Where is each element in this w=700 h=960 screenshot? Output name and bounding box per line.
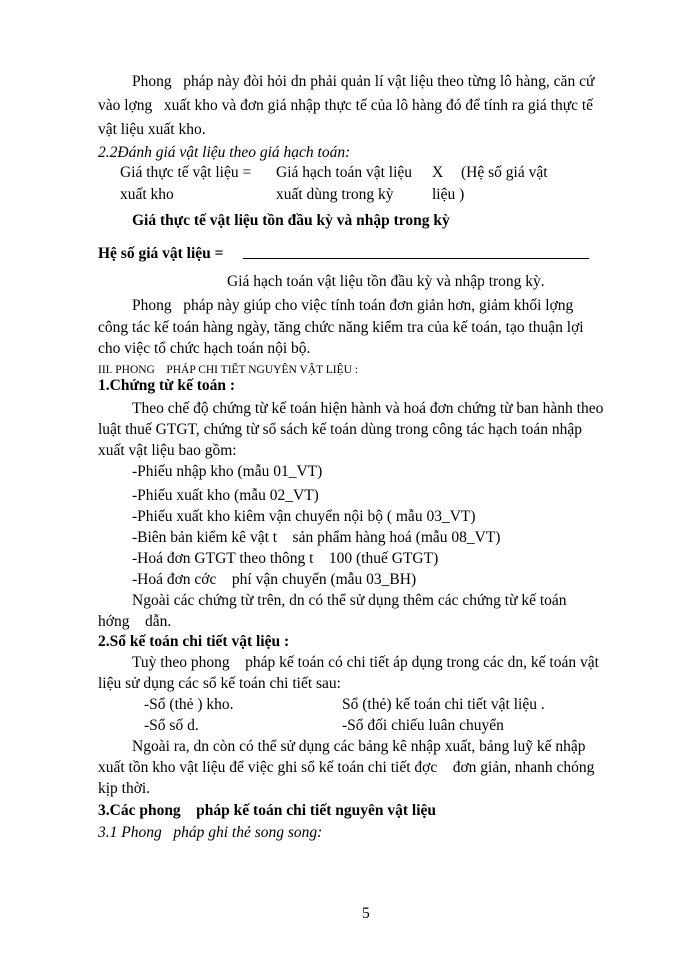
- list-item: -Phiếu nhập kho (mẫu 01_VT): [132, 463, 323, 480]
- formula-term: xuất dùng trong kỳ: [276, 186, 394, 203]
- list-item: -Sổ đối chiếu luân chuyển: [342, 717, 504, 734]
- paragraph-line: xuất tồn kho vật liệu để việc ghi sổ kế toán chi tiết đợc đơn giản, nhanh chóng: [98, 759, 595, 776]
- list-item: Sổ (thẻ) kế toán chi tiết vật liệu .: [342, 696, 545, 713]
- formula-term: xuất kho: [120, 186, 174, 203]
- formula-term: Giá hạch toán vật liệu: [276, 164, 413, 181]
- section-heading-3-1: 3.1 Phong pháp ghi thẻ song song:: [98, 824, 323, 841]
- list-item: -Hoá đơn GTGT theo thông t 100 (thuế GTGT): [132, 550, 439, 567]
- list-item: -Phiếu xuất kho (mẫu 02_VT): [132, 487, 319, 504]
- paragraph-line: vật liệu xuất kho.: [98, 121, 206, 138]
- fraction-denominator: Giá hạch toán vật liệu tồn đầu kỳ và nhập trong kỳ.: [227, 273, 545, 290]
- paragraph-line: công tác kế toán hàng ngày, tăng chức năng kiểm tra của kế toán, tạo thuận lợi: [98, 319, 584, 336]
- fraction-numerator: Giá thực tế vật liệu tồn đầu kỳ và nhập trong kỳ: [132, 212, 450, 229]
- paragraph-line: Tuỳ theo phong pháp kế toán có chi tiết áp dụng trong các dn, kế toán vật: [132, 654, 599, 671]
- section-heading-3: 3.Các phong pháp kế toán chi tiết nguyên vật liệu: [98, 802, 437, 819]
- paragraph-line: liệu sử dụng các sổ kế toán chi tiết sau:: [98, 675, 341, 692]
- paragraph-line: Ngoài ra, dn còn có thể sử dụng các bảng kê nhập xuất, bảng luỹ kế nhập: [132, 738, 586, 755]
- paragraph-line: luật thuế GTGT, chứng từ sổ sách kế toán dùng trong công tác hạch toán nhập: [98, 421, 582, 438]
- fraction-line: [243, 258, 589, 259]
- list-item: -Hoá đơn cớc phí vận chuyển (mẫu 03_BH): [132, 571, 417, 588]
- section-heading-2-2: 2.2Đánh giá vật liệu theo giá hạch toán:: [98, 144, 351, 161]
- section-heading-2: 2.Sổ kế toán chi tiết vật liệu :: [98, 633, 290, 650]
- paragraph-line: Phong pháp này giúp cho việc tính toán đơn giản hơn, giảm khối lợng: [132, 297, 574, 314]
- paragraph-line: xuất vật liệu bao gồm:: [98, 442, 237, 459]
- section-heading-1: 1.Chứng từ kế toán :: [98, 377, 236, 394]
- list-item: -Sổ số d.: [144, 717, 199, 734]
- paragraph-line: Phong pháp này đòi hỏi dn phải quản lí vật liệu theo từng lô hàng, căn cứ: [132, 73, 595, 90]
- section-heading-iii: III. PHONG PHÁP CHI TIẾT NGUYÊN VẬT LIỆU :: [98, 364, 359, 376]
- formula-term: liệu ): [432, 186, 465, 203]
- paragraph-line: Theo chế độ chứng từ kế toán hiện hành và hoá đơn chứng từ ban hành theo: [132, 400, 604, 417]
- paragraph-line: hớng dẫn.: [98, 613, 172, 630]
- list-item: -Sổ (thẻ ) kho.: [144, 696, 234, 713]
- page-number: 5: [362, 905, 370, 922]
- paragraph-line: Ngoài các chứng từ trên, dn có thể sử dụng thêm các chứng từ kế toán: [132, 592, 567, 609]
- paragraph-line: vào lợng xuất kho và đơn giá nhập thực tế của lô hàng đó để tính ra giá thực tế: [98, 97, 594, 114]
- formula-label: Hệ số giá vật liệu =: [98, 245, 224, 262]
- list-item: -Biên bản kiểm kê vật t sản phẩm hàng hoá (mẫu 08_VT): [132, 529, 501, 546]
- formula-operator: X: [432, 164, 444, 181]
- paragraph-line: kịp thời.: [98, 780, 151, 797]
- list-item: -Phiếu xuất kho kiêm vận chuyển nội bộ ( mẫu 03_VT): [132, 508, 476, 525]
- paragraph-line: cho việc tổ chức hạch toán nội bộ.: [98, 340, 311, 357]
- formula-term: (Hệ số giá vật: [461, 164, 548, 181]
- formula-term: Giá thực tế vật liệu =: [120, 164, 252, 181]
